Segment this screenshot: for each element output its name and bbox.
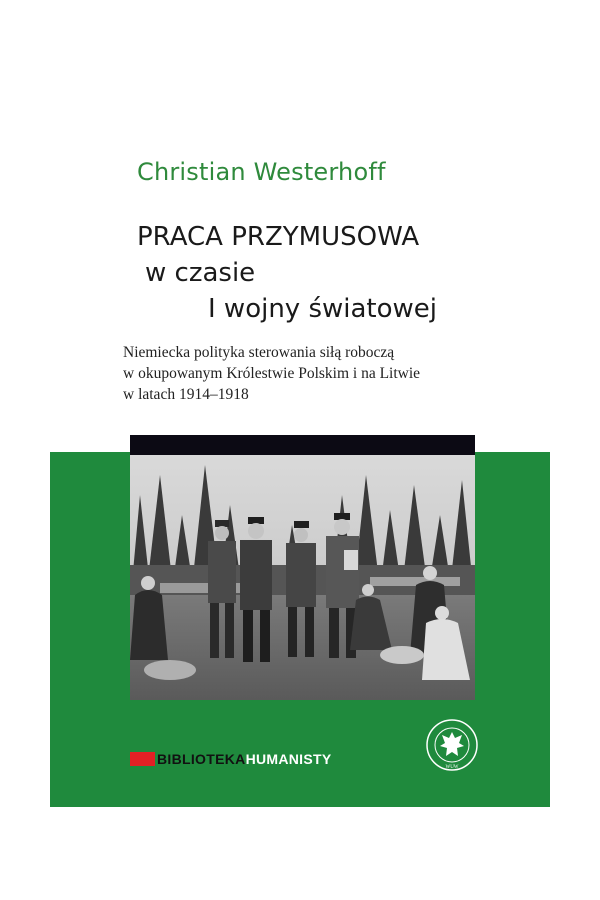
cover-photo-illustration: [130, 455, 475, 700]
series-red-bar: [130, 752, 155, 766]
author-name: Christian Westerhoff: [137, 158, 386, 186]
title-line-1: PRACA PRZYMUSOWA: [137, 222, 420, 252]
photo-top-band: [130, 435, 475, 455]
seal-text: WUW: [445, 765, 459, 770]
subtitle-line-3: w latach 1914–1918: [123, 386, 249, 403]
subtitle-line-1: Niemiecka polityka sterowania siłą roboczą: [123, 344, 395, 361]
series-logo: [130, 751, 331, 767]
subtitle: [123, 342, 420, 405]
title-line-2: w czasie: [145, 258, 256, 288]
cover-photo: [130, 455, 475, 700]
university-eagle-seal-icon: [425, 718, 479, 772]
series-name-part1: BIBLIOTEKA: [157, 751, 246, 767]
title-line-3: I wojny światowej: [208, 294, 438, 324]
subtitle-line-2: w okupowanym Królestwie Polskim i na Litwie: [123, 365, 421, 382]
series-name-part2: HUMANISTY: [245, 751, 332, 767]
